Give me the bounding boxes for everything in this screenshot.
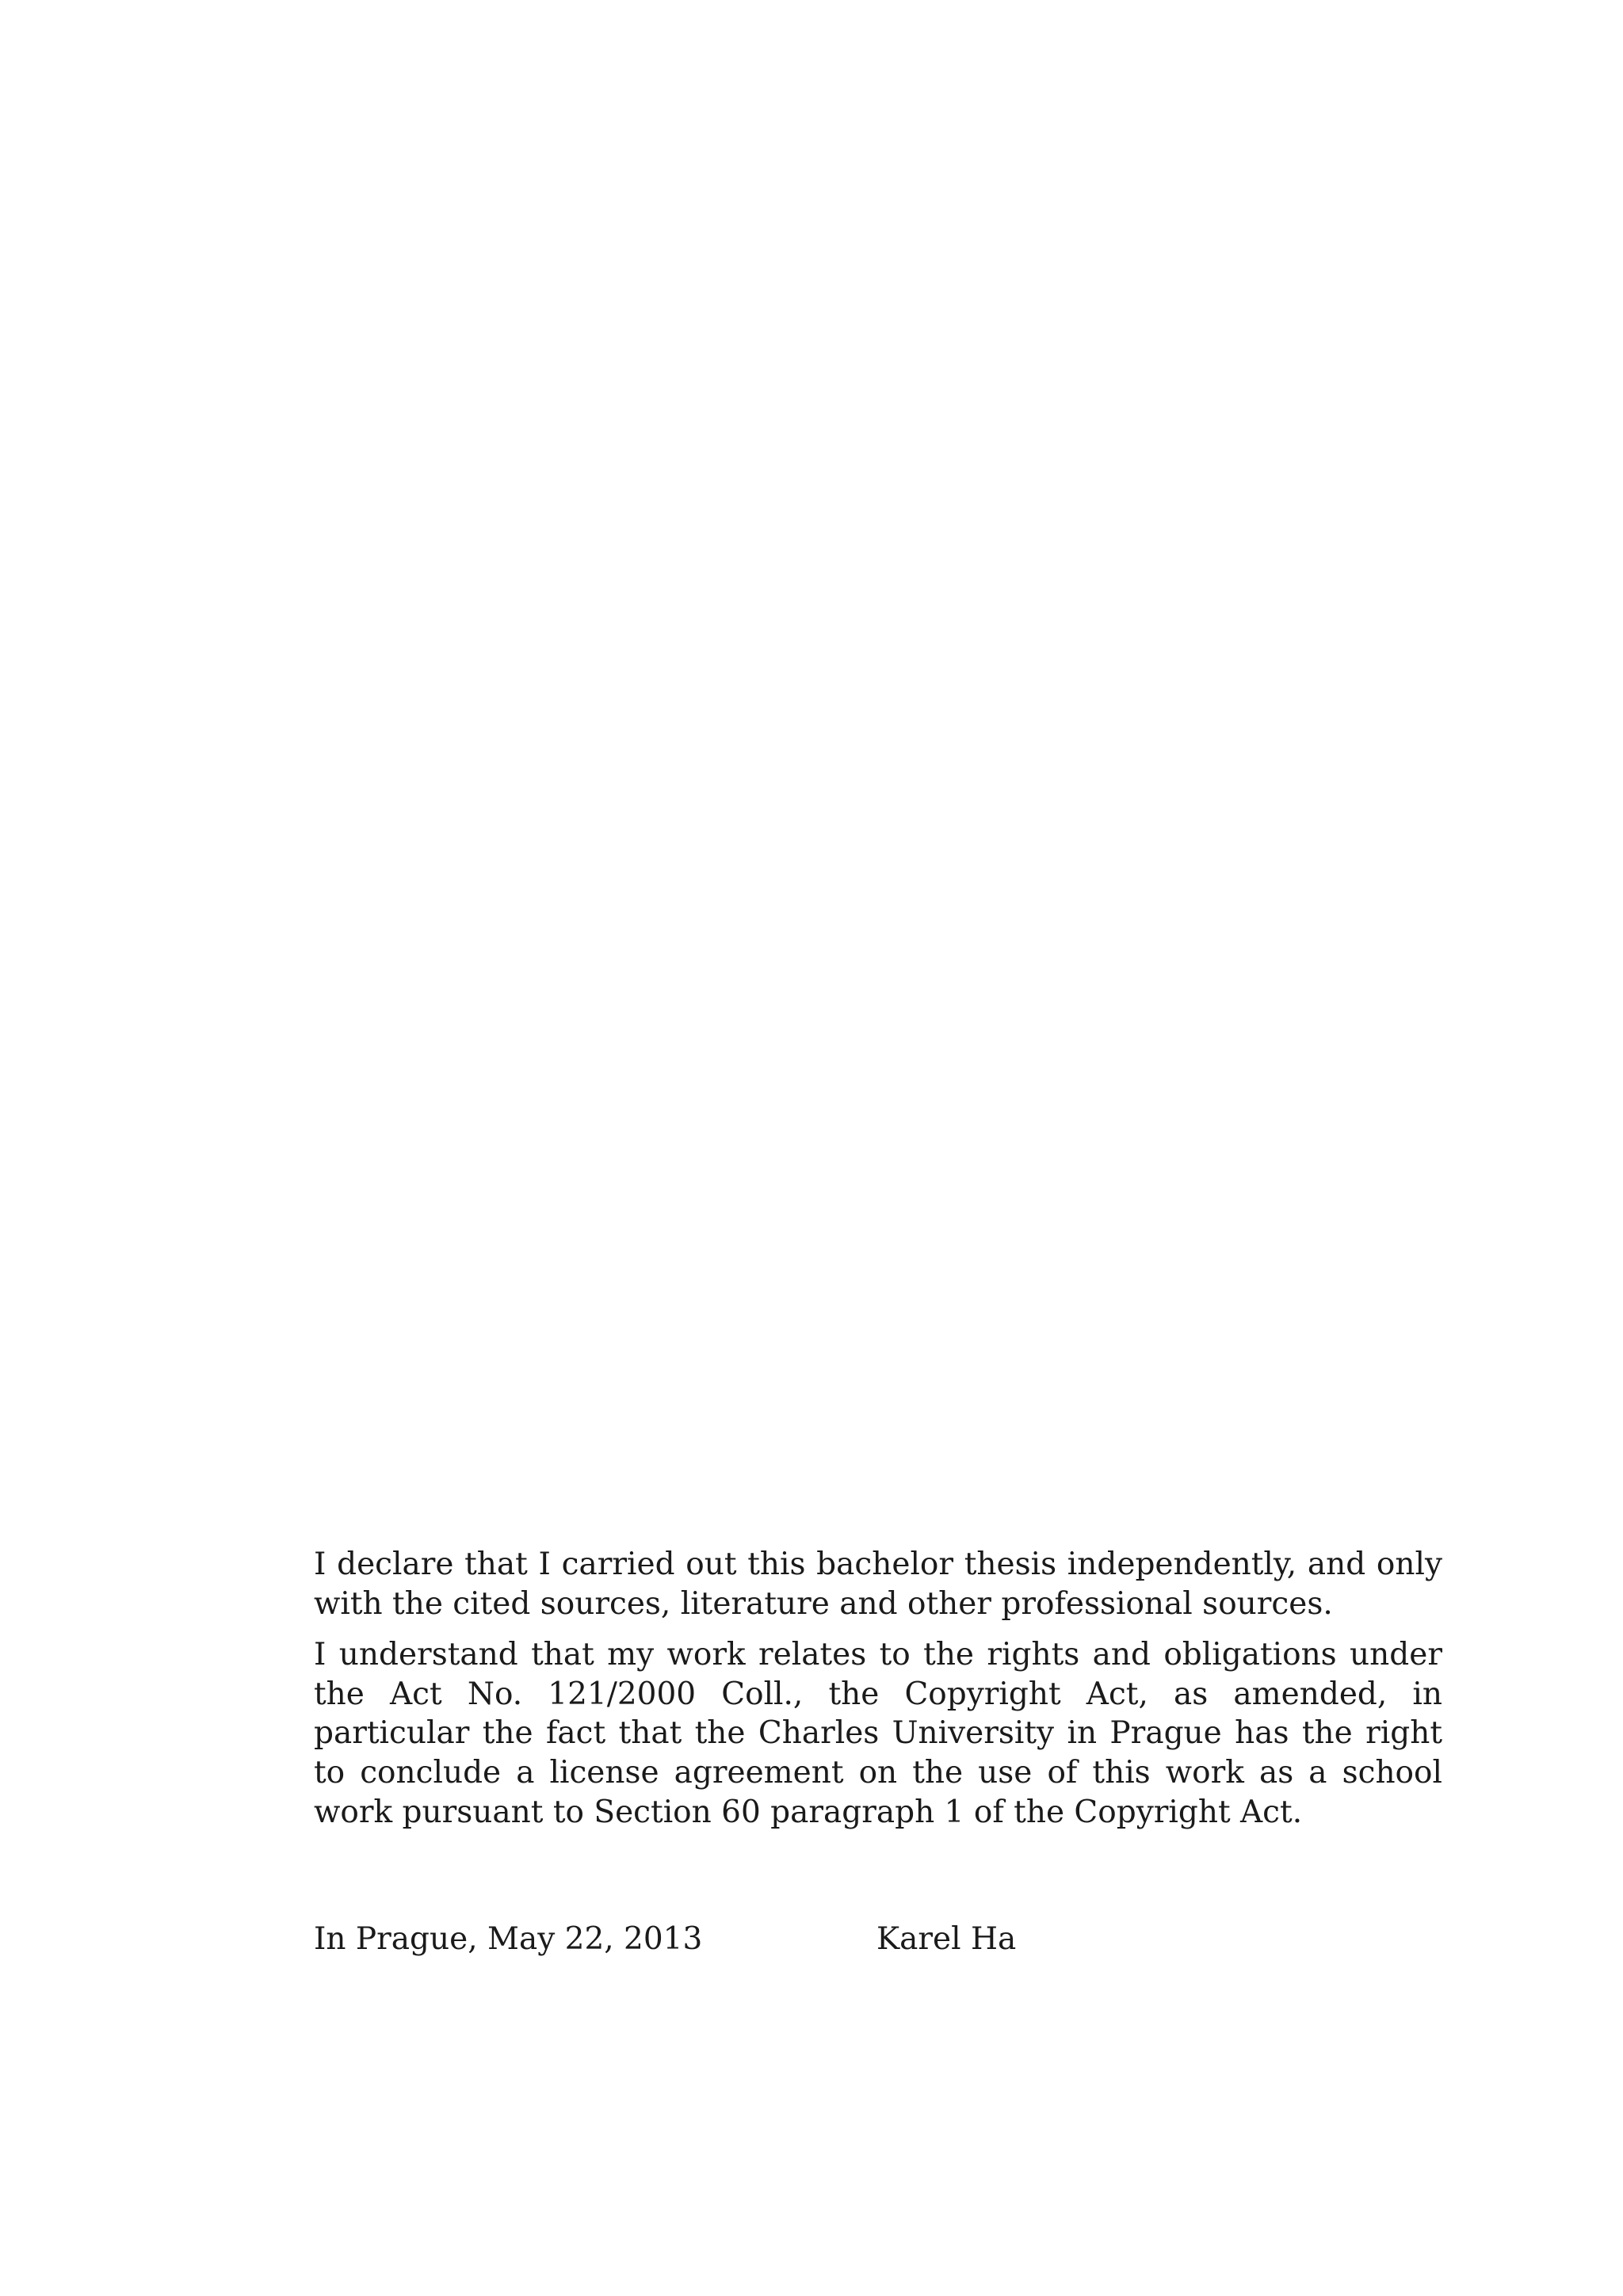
declaration-block [314, 1545, 1442, 1832]
signature-place-date: In Prague, May 22, 2013 [314, 1921, 703, 1957]
declaration-paragraph-copyright: I understand that my work relates to the rights and obligations under the Act No. 121/2000 Coll., the Copyright Act, as amended, in particular the fact that the Charles University in Prague has the right to conclude a license agreement on the use of this work as a school work pursuant to Section 60 paragraph 1 of the Copyright Act. [314, 1637, 1442, 1830]
signature-author-name: Karel Ha [876, 1921, 1017, 1957]
declaration-paragraph-independence: I declare that I carried out this bachelor thesis independently, and only with the cited sources, literature and other professional sources. [314, 1547, 1442, 1622]
